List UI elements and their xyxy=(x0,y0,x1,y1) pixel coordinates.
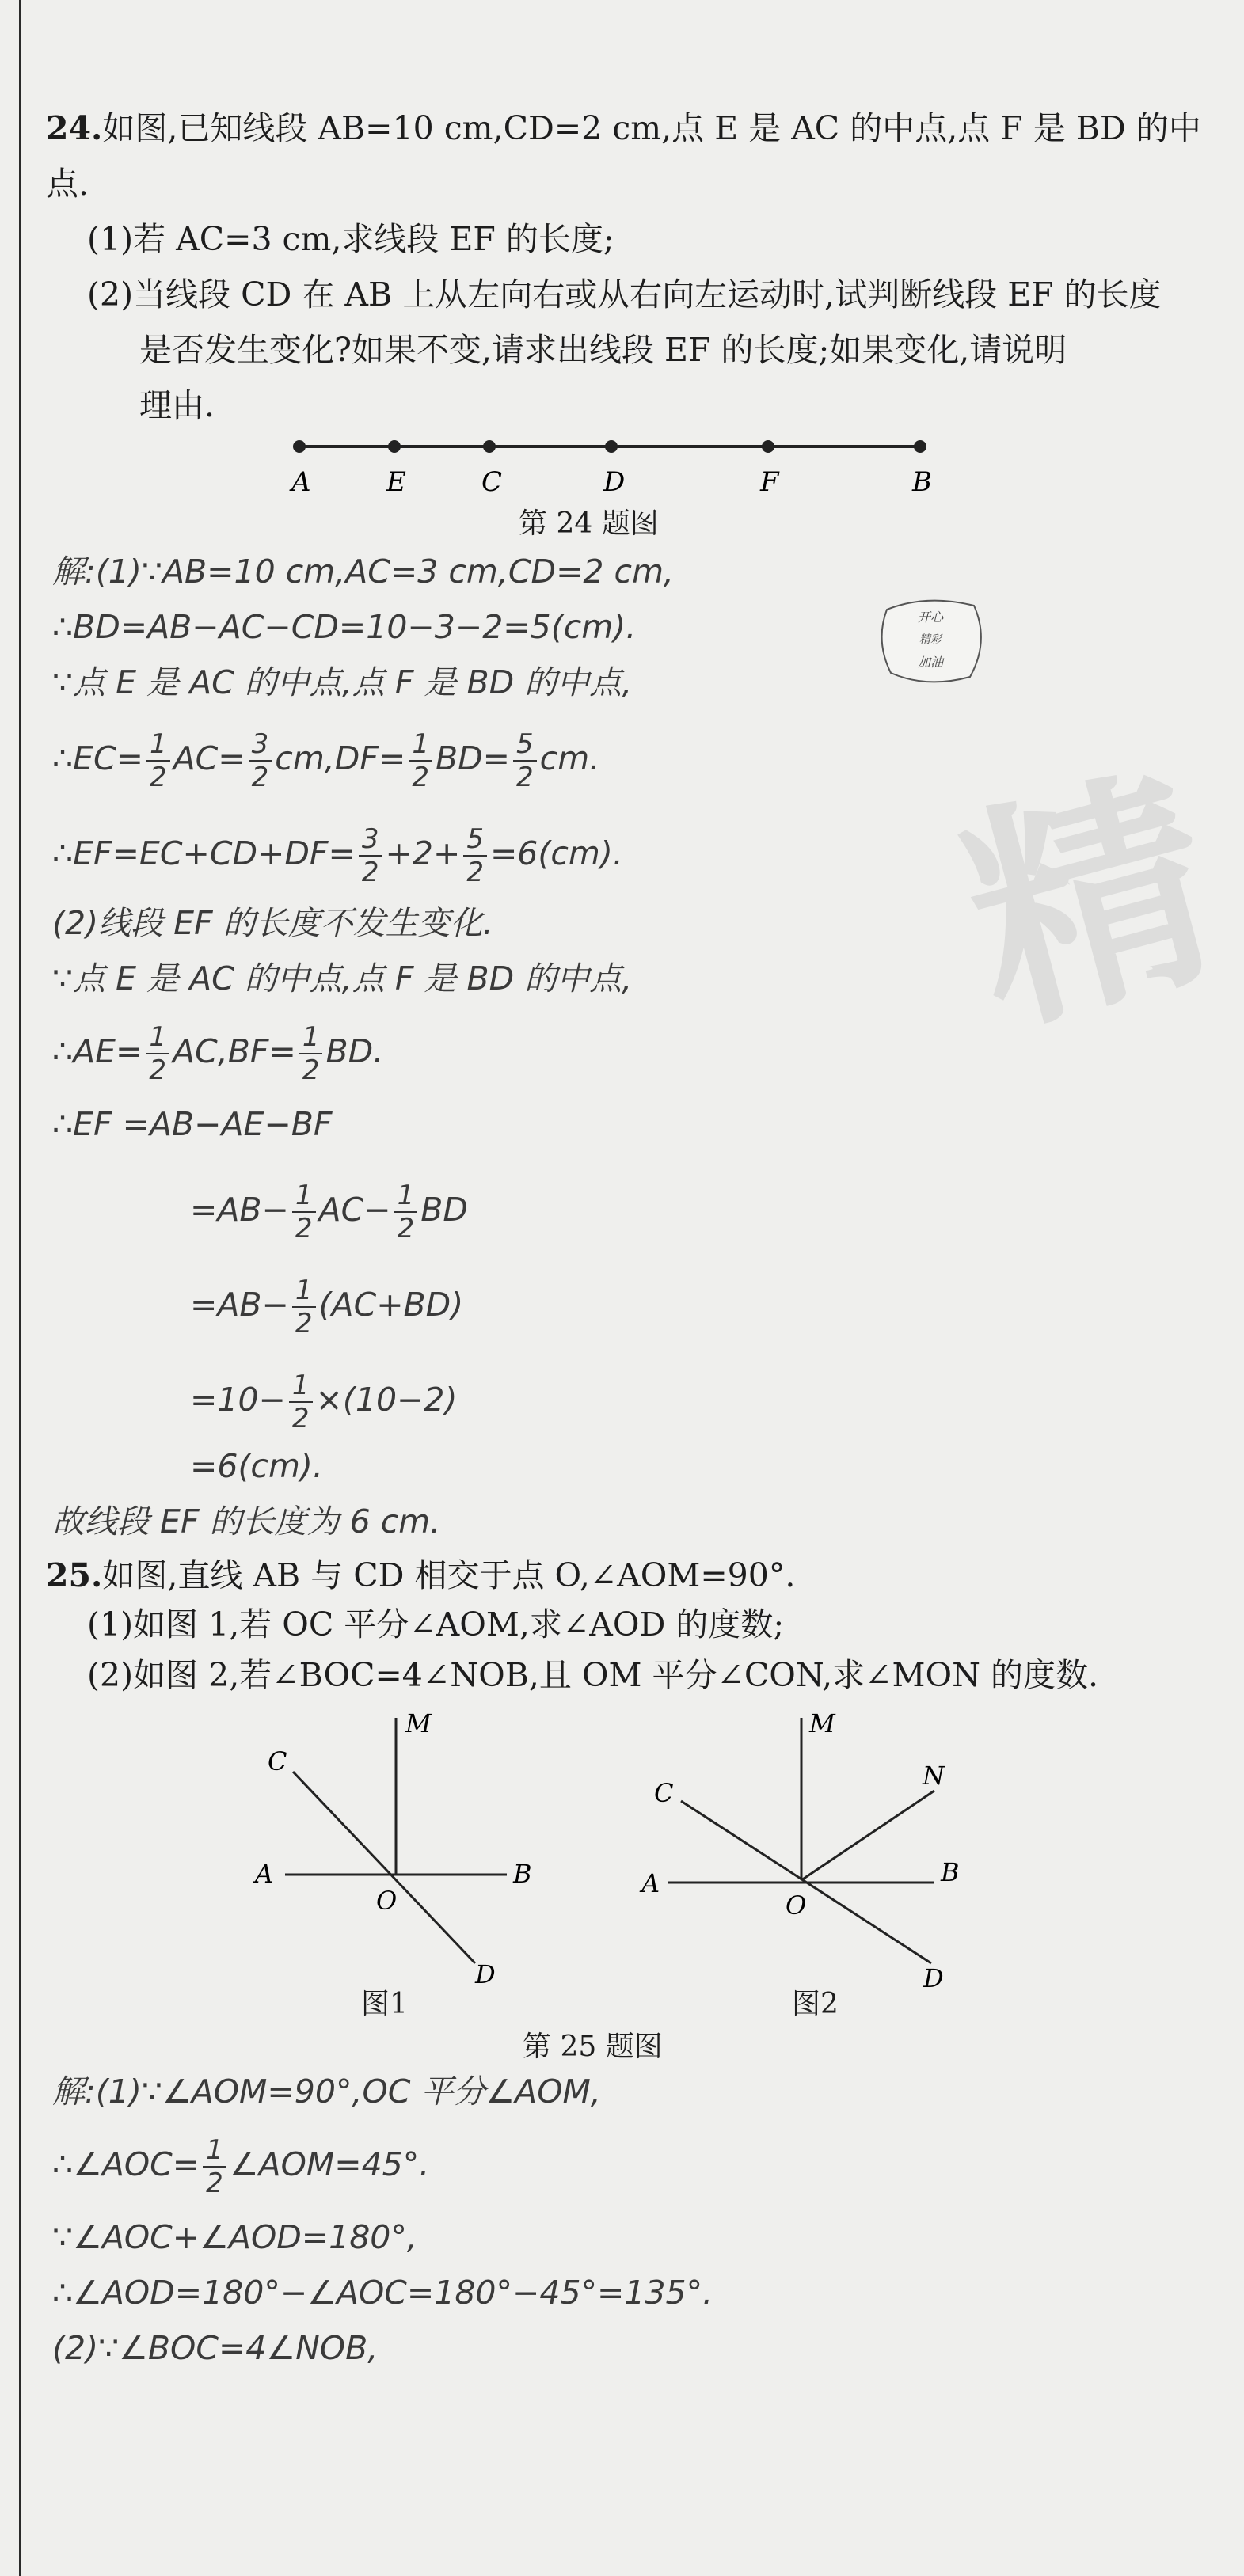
q24-sol-l6: (2)线段 EF 的长度不发生变化. xyxy=(52,904,493,942)
q24-line1: 24.如图,已知线段 AB=10 cm,CD=2 cm,点 E 是 AC 的中点,点 F 是 BD 的中 xyxy=(46,109,1201,147)
sticker-stamp xyxy=(871,594,990,689)
q24-sol-l4: ∴EC= $\frac{1}{2}$ AC= $\frac{3}{2}$ cm,DF= $\frac{1}{2}$ BD= $\frac{5}{2}$ cm. xyxy=(52,728,600,793)
q24-sol-l9: ∴EF =AB−AE−BF xyxy=(52,1105,333,1143)
svg-text:M: M xyxy=(809,1708,835,1738)
q24-sol-l1: 解:(1)∵AB=10 cm,AC=3 cm,CD=2 cm, xyxy=(52,553,675,591)
fraction-three-half: $\frac{3}{2}$ xyxy=(359,823,382,888)
svg-text:B: B xyxy=(941,1857,960,1887)
q24-part1: (1)若 AC=3 cm,求线段 EF 的长度; xyxy=(87,220,614,258)
svg-text:C: C xyxy=(654,1778,674,1808)
svg-text:A: A xyxy=(641,1868,660,1898)
q25-sol-l3: ∵∠AOC+∠AOD=180°, xyxy=(52,2218,417,2256)
q24-number: 24. xyxy=(46,109,103,147)
q24-sol-l8: ∴AE= $\frac{1}{2}$ AC,BF= $\frac{1}{2}$ BD. xyxy=(52,1021,384,1086)
q24-sol-l14: 故线段 EF 的长度为 6 cm. xyxy=(52,1503,441,1541)
left-margin-rule xyxy=(19,0,21,2576)
q24-sol-l13: =6(cm). xyxy=(190,1447,323,1485)
q25-sol-l1: 解:(1)∵∠AOM=90°,OC 平分∠AOM, xyxy=(52,2073,601,2111)
svg-text:M: M xyxy=(405,1708,432,1738)
q24-part2c: 理由. xyxy=(139,386,215,424)
svg-text:D: D xyxy=(923,1963,944,1993)
q24-sol-l7: ∵点 E 是 AC 的中点,点 F 是 BD 的中点, xyxy=(52,959,633,997)
q25-number: 25. xyxy=(46,1556,103,1594)
svg-text:O: O xyxy=(786,1890,807,1921)
q24-part2a: (2)当线段 CD 在 AB 上从左向右或从右向左运动时,试判断线段 EF 的长度 xyxy=(87,275,1162,313)
q24-sol-l10: =AB− $\frac{1}{2}$ AC− $\frac{1}{2}$ BD xyxy=(190,1180,468,1244)
label-C: C xyxy=(481,466,503,498)
label-B: B xyxy=(912,466,932,498)
q25-sol-l4: ∴∠AOD=180°−∠AOC=180°−45°=135°. xyxy=(52,2274,713,2312)
label-F: F xyxy=(760,466,779,498)
q25-caption: 第 25 题图 xyxy=(523,2031,663,2063)
fraction-half: $\frac{1}{2}$ xyxy=(409,728,432,793)
fraction-five-half: $\frac{5}{2}$ xyxy=(513,728,537,793)
svg-text:O: O xyxy=(376,1886,398,1916)
svg-text:开心: 开心 xyxy=(917,610,944,625)
label-E: E xyxy=(386,466,406,498)
q25-fig2-caption: 图2 xyxy=(792,1988,839,2020)
q24-caption: 第 24 题图 xyxy=(519,507,659,540)
q25-sol-l2: ∴∠AOC= $\frac{1}{2}$ ∠AOM=45°. xyxy=(52,2134,430,2199)
q25-fig1-caption: 图1 xyxy=(361,1988,408,2020)
q24-sol-l12: =10− $\frac{1}{2}$ ×(10−2) xyxy=(190,1370,458,1434)
q24-sol-l2: ∴BD=AB−AC−CD=10−3−2=5(cm). xyxy=(52,608,637,646)
watermark: 精 xyxy=(939,739,1241,1067)
svg-text:C: C xyxy=(268,1746,287,1776)
svg-text:D: D xyxy=(475,1959,496,1989)
label-D: D xyxy=(603,466,626,498)
q24-segment-figure xyxy=(269,427,950,507)
q24-line2: 点. xyxy=(46,165,89,203)
svg-text:A: A xyxy=(255,1859,274,1889)
q24-sol-l3: ∵点 E 是 AC 的中点,点 F 是 BD 的中点, xyxy=(52,663,633,701)
q25-sol-l5: (2)∵∠BOC=4∠NOB, xyxy=(52,2329,379,2367)
fraction-five-half: $\frac{5}{2}$ xyxy=(463,823,487,888)
svg-text:加油: 加油 xyxy=(917,655,944,670)
q24-part2b: 是否发生变化?如果不变,请求出线段 EF 的长度;如果变化,请说明 xyxy=(139,331,1067,369)
svg-text:精彩: 精彩 xyxy=(919,633,942,646)
q24-sol-l11: =AB− $\frac{1}{2}$ (AC+BD) xyxy=(190,1275,464,1339)
q24-sol-l5: ∴EF=EC+CD+DF= $\frac{3}{2}$ +2+ $\frac{5}{2}$ =6(cm). xyxy=(52,823,623,888)
q25-line1: 25.如图,直线 AB 与 CD 相交于点 O,∠AOM=90°. xyxy=(46,1556,796,1594)
q25-figure-1 xyxy=(245,1702,562,2003)
fraction-half: $\frac{1}{2}$ xyxy=(146,728,170,793)
svg-text:B: B xyxy=(513,1859,532,1889)
q25-part1: (1)如图 1,若 OC 平分∠AOM,求∠AOD 的度数; xyxy=(87,1605,785,1643)
svg-text:N: N xyxy=(923,1761,945,1791)
q25-part2: (2)如图 2,若∠BOC=4∠NOB,且 OM 平分∠CON,求∠MON 的度数. xyxy=(87,1656,1099,1694)
q25-figure-2 xyxy=(633,1702,966,2003)
fraction-three-half: $\frac{3}{2}$ xyxy=(249,728,272,793)
label-A: A xyxy=(291,466,311,498)
